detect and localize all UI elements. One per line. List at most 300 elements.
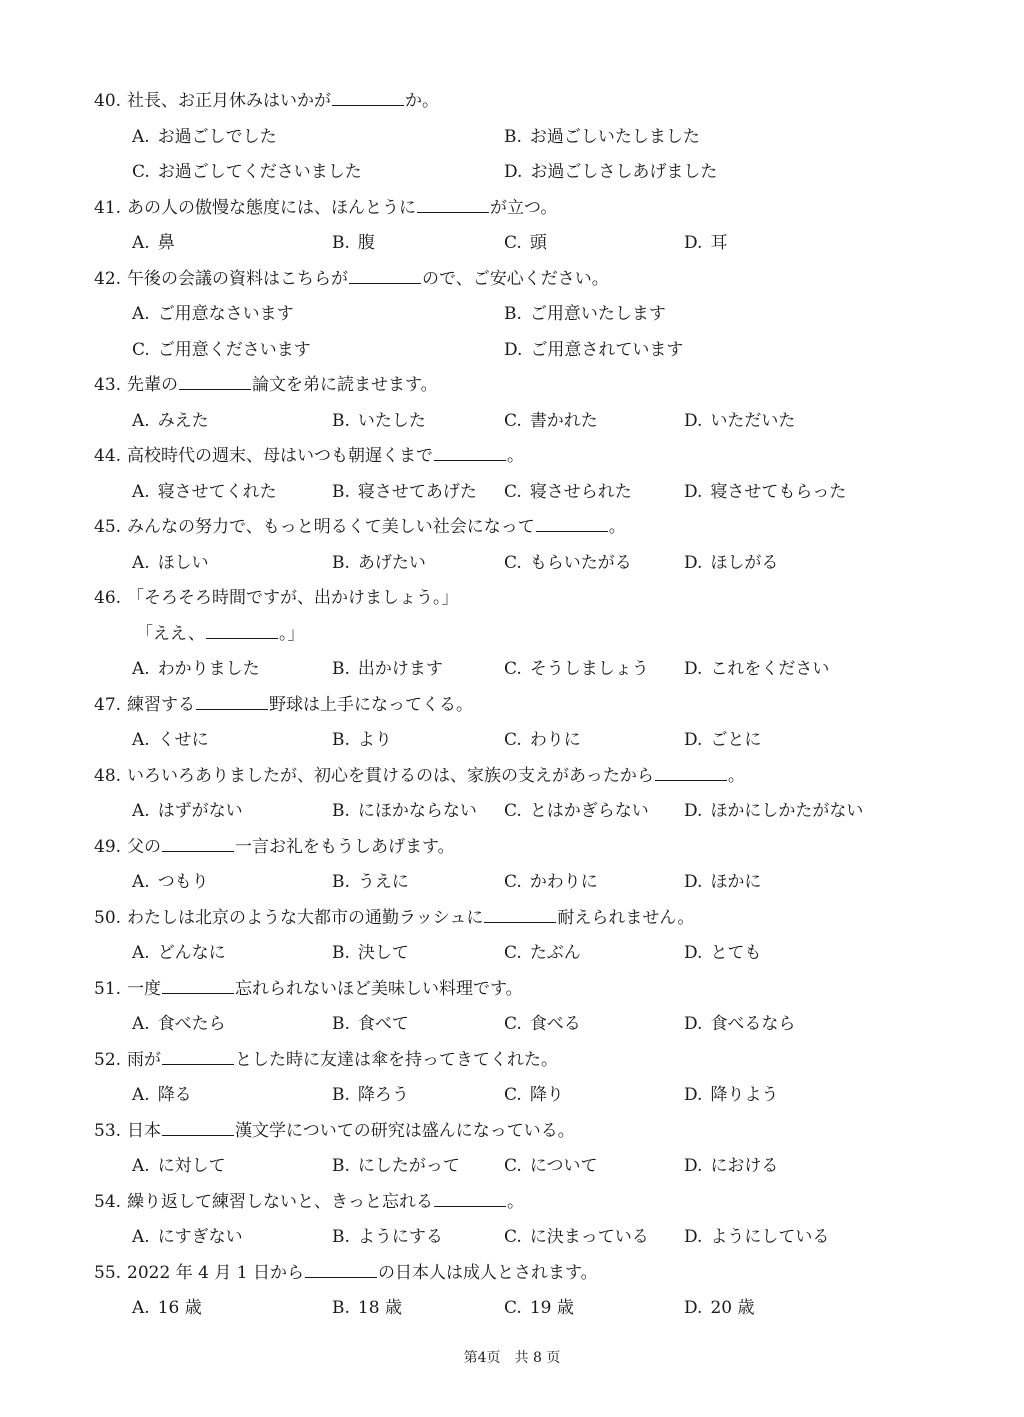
option-letter: C. [504,233,522,253]
option-text: 降り [529,1085,564,1105]
reply-text-after: 。」 [279,623,305,644]
question-stem [94,1114,974,1150]
option-letter: D. [504,162,523,182]
question-number: 51. [94,978,122,999]
answer-option [132,936,226,972]
question-text-before: いろいろありましたが、初心を貫けるのは、家族の支えがあったから [127,765,654,786]
question-text-before: 2022 年 4 月 1 日から [127,1262,304,1283]
option-letter: D. [684,1014,703,1034]
option-text: ほかにしかたがない [710,801,864,821]
option-letter: D. [684,1298,703,1318]
option-text: に対して [157,1156,226,1176]
answer-option [684,546,778,582]
option-letter: D. [684,410,703,431]
question-block [94,368,974,439]
options-row [94,936,974,972]
option-text: 出かけます [357,659,443,679]
answer-option [504,723,581,759]
question-stem [94,759,974,795]
option-letter: D. [684,1156,703,1176]
answer-option [504,404,598,440]
answer-option [132,155,362,191]
option-text: 寝させてくれた [157,481,277,502]
option-text: これをください [710,659,830,679]
question-text-after: の日本人は成人とされます。 [377,1262,598,1283]
option-text: に決まっている [529,1227,649,1247]
question-number: 52. [94,1049,122,1070]
question-text-after: ので、ご安心ください。 [422,268,609,289]
answer-option [332,475,477,511]
options-row [94,475,974,511]
question-number: 48. [94,765,122,786]
options-row [94,1291,974,1327]
answer-option [504,1149,597,1185]
option-letter: B. [332,943,350,963]
option-text: いたした [357,410,426,431]
question-text-before: あの人の傲慢な態度には、ほんとうに [127,197,417,218]
option-text: とても [710,943,762,963]
option-text: お過ごしてくださいました [157,162,362,182]
reply-text-before: 「ええ、 [136,623,206,644]
reply-text [136,617,305,653]
question-number: 40. [94,91,122,111]
question-block [94,830,974,901]
option-text: 19 歳 [529,1298,574,1318]
option-letter: C. [504,1156,522,1176]
option-letter: D. [504,339,523,360]
answer-blank [162,973,234,994]
question-text-before: 練習する [127,694,196,715]
option-letter: D. [684,659,703,679]
option-letter: C. [504,1298,522,1318]
option-text: にすぎない [157,1227,243,1247]
option-text: について [529,1156,598,1176]
option-text: そうしましょう [529,659,649,679]
option-text: かわりに [529,872,598,892]
option-letter: A. [132,1085,150,1105]
question-text-after: 論文を弟に読ませます。 [252,375,438,395]
question-text-before: 先輩の [127,375,179,395]
answer-option [684,1007,795,1043]
option-letter: A. [132,943,150,963]
option-text: にしたがって [357,1156,460,1176]
answer-option [132,297,294,333]
question-number: 53. [94,1120,122,1141]
options-row [94,865,974,901]
answer-blank [162,1115,234,1136]
question-text-after: 一言お礼をもうしあげます。 [235,836,455,857]
option-text: わかりました [157,659,260,679]
option-text: 16 歳 [157,1298,202,1318]
option-text: いただいた [710,410,796,431]
option-letter: B. [332,872,350,892]
answer-option [684,475,846,511]
option-text: つもり [157,872,209,892]
answer-option [132,1007,226,1043]
option-text: ようにしている [710,1227,830,1247]
answer-option [504,1291,574,1327]
answer-blank [332,85,404,106]
answer-blank [162,1044,234,1065]
option-letter: C. [504,943,522,963]
question-stem [94,368,974,404]
answer-option [684,404,795,440]
option-letter: D. [684,1085,703,1105]
question-stem [94,688,974,724]
question-text-after: 漢文学についての研究は盛んになっている。 [235,1120,575,1141]
option-text: 降りよう [710,1085,779,1105]
option-letter: A. [132,1014,150,1034]
answer-option [132,475,277,511]
question-block [94,688,974,759]
question-block [94,191,974,262]
question-stem [94,262,974,298]
answer-option [684,652,829,688]
question-reply-line [94,617,974,653]
option-text: どんなに [157,943,226,963]
answer-option [132,652,260,688]
option-text: ご用意くださいます [157,339,311,360]
question-number: 47. [94,694,122,715]
question-text-before: みんなの努力で、もっと明るくて美しい社会になって [127,517,535,537]
option-letter: C. [504,801,522,821]
option-text: ごとに [710,730,762,750]
answer-option [332,936,409,972]
answer-option [504,120,700,156]
question-number: 41. [94,197,122,218]
option-letter: A. [132,801,150,821]
answer-option [332,794,477,830]
option-letter: C. [132,162,150,182]
question-block [94,1256,974,1327]
question-text-after: 。 [727,765,745,786]
option-text: における [710,1156,779,1176]
question-stem [94,191,974,227]
options-row [94,333,974,369]
question-stem [94,972,974,1008]
option-letter: D. [684,233,703,253]
option-text: もらいたがる [529,552,632,573]
answer-option [684,1291,754,1327]
option-letter: B. [332,1014,350,1034]
options-row [94,1220,974,1256]
option-text: 頭 [529,233,547,253]
options-row [94,1149,974,1185]
option-letter: D. [684,943,703,963]
answer-option [504,333,683,369]
answer-option [504,936,581,972]
answer-blank [179,369,251,390]
question-number: 45. [94,517,122,537]
option-text: お過ごしいたしました [529,126,700,147]
answer-option [684,936,761,972]
option-letter: A. [132,1298,150,1318]
question-number: 50. [94,907,122,928]
question-text-after: とした時に友達は傘を持ってきてくれた。 [235,1049,559,1070]
option-letter: A. [132,481,150,502]
option-text: より [357,730,392,750]
option-letter: B. [332,801,350,821]
answer-option [684,226,727,262]
option-text: あげたい [357,552,426,573]
option-text: たぶん [529,943,581,963]
question-text-before: 高校時代の週末、母はいつも朝遅くまで [127,446,434,466]
answer-option [332,546,426,582]
answer-option [132,723,209,759]
option-letter: A. [132,1227,150,1247]
option-text: 寝させてあげた [357,481,477,502]
answer-blank [305,1257,377,1278]
answer-blank [484,902,556,923]
option-text: お過ごしさしあげました [530,162,718,182]
answer-option [332,1007,409,1043]
answer-option [332,404,426,440]
question-block [94,439,974,510]
option-text: お過ごしでした [157,126,277,147]
option-letter: B. [332,659,350,679]
answer-option [684,865,761,901]
answer-blank [536,511,608,532]
question-block [94,84,974,191]
answer-option [332,1149,460,1185]
option-letter: A. [132,552,150,573]
options-row [94,226,974,262]
option-letter: C. [504,1227,522,1247]
option-text: 鼻 [157,233,175,253]
option-letter: C. [504,730,522,750]
option-text: みえた [157,410,209,431]
answer-option [504,865,598,901]
option-letter: B. [332,233,350,253]
option-text: 18 歳 [357,1298,402,1318]
answer-option [132,1078,192,1114]
option-letter: D. [684,481,703,502]
question-stem [94,901,974,937]
option-letter: D. [684,872,703,892]
options-row [94,297,974,333]
option-text: 食べて [357,1014,409,1034]
options-row [94,723,974,759]
question-stem [94,581,974,617]
answer-option [504,297,666,333]
option-letter: C. [504,872,522,892]
answer-option [132,1220,243,1256]
answer-option [504,475,632,511]
option-letter: C. [504,659,522,679]
question-text-after: が立つ。 [490,197,558,218]
options-row [94,546,974,582]
option-text: 食べたら [157,1014,226,1034]
question-stem [94,1185,974,1221]
page-footer: 第4页 共 8 页 [463,1350,561,1366]
question-number: 46. [94,588,122,608]
answer-blank [196,689,268,710]
question-block [94,972,974,1043]
options-row [94,1007,974,1043]
option-text: ご用意されています [530,339,684,360]
option-letter: A. [132,730,150,750]
option-letter: B. [332,730,350,750]
option-letter: B. [332,1085,350,1105]
option-letter: A. [132,304,150,324]
question-stem [94,84,974,120]
answer-option [332,865,409,901]
option-letter: B. [332,481,350,502]
question-text-after: 野球は上手になってくる。 [269,694,474,715]
option-text: ご用意いたします [529,304,666,324]
option-text: ほかに [710,872,762,892]
answer-option [332,1078,409,1114]
answer-option [684,1220,829,1256]
option-letter: A. [132,1156,150,1176]
option-text: くせに [157,730,209,750]
question-block [94,759,974,830]
option-text: 耳 [710,233,728,253]
answer-option [504,1220,649,1256]
answer-option [684,794,863,830]
question-number: 49. [94,836,122,857]
option-text: 寝させられた [529,481,632,502]
question-text-before: 日本 [127,1120,162,1141]
option-letter: B. [332,1298,350,1318]
option-text: ようにする [357,1227,443,1247]
answer-blank [434,1186,506,1207]
question-text-before: 「そろそろ時間ですが、出かけましょう。」 [127,588,459,608]
option-text: 書かれた [529,410,598,431]
question-text-before: 繰り返して練習しないと、きっと忘れる [127,1191,434,1212]
options-row [94,155,974,191]
answer-option [504,546,632,582]
option-letter: B. [504,126,522,147]
option-letter: C. [504,410,522,431]
answer-option [504,1007,581,1043]
options-row [94,652,974,688]
answer-option [504,794,649,830]
option-letter: D. [684,1227,703,1247]
answer-option [504,1078,564,1114]
option-letter: C. [504,1014,522,1034]
option-text: 寝させてもらった [710,481,847,502]
answer-blank [434,440,506,461]
answer-option [332,723,392,759]
answer-option [684,1149,778,1185]
answer-option [132,226,175,262]
answer-option [132,333,311,369]
option-text: 降る [157,1085,192,1105]
option-letter: D. [684,730,703,750]
answer-blank [655,760,727,781]
question-text-before: わたしは北京のような大都市の通勤ラッシュに [127,907,484,928]
question-text-after: か。 [405,91,440,111]
option-letter: B. [332,1156,350,1176]
answer-option [132,546,209,582]
answer-option [504,155,717,191]
question-text-before: 一度 [127,978,162,999]
question-list [94,84,974,1327]
question-number: 54. [94,1191,122,1212]
option-letter: C. [132,339,150,360]
answer-blank [206,618,278,639]
option-letter: B. [332,552,350,573]
options-row [94,1078,974,1114]
question-block [94,581,974,688]
option-text: 腹 [357,233,375,253]
options-row [94,404,974,440]
question-number: 42. [94,268,122,289]
question-block [94,262,974,369]
options-row [94,120,974,156]
option-text: とはかぎらない [529,801,649,821]
question-stem [94,1043,974,1079]
question-stem [94,1256,974,1292]
question-block [94,1114,974,1185]
question-block [94,901,974,972]
option-text: にほかならない [357,801,477,821]
question-text-before: 社長、お正月休みはいかが [127,91,332,111]
option-text: ほしがる [710,552,779,573]
answer-option [332,1220,443,1256]
option-text: 20 歳 [710,1298,755,1318]
option-letter: D. [684,801,703,821]
option-text: うえに [357,872,409,892]
answer-option [684,1078,778,1114]
option-letter: B. [332,1227,350,1247]
answer-blank [349,263,421,284]
option-letter: C. [504,481,522,502]
option-letter: C. [504,552,522,573]
option-letter: A. [132,126,150,147]
options-row [94,794,974,830]
option-text: わりに [529,730,581,750]
option-text: ご用意なさいます [157,304,294,324]
answer-option [332,1291,402,1327]
option-text: 降ろう [357,1085,409,1105]
question-block [94,1185,974,1256]
answer-option [132,794,243,830]
question-text-after: 耐えられません。 [557,907,695,928]
option-letter: C. [504,1085,522,1105]
option-text: 食べる [529,1014,581,1034]
question-number: 44. [94,446,122,466]
question-number: 43. [94,375,122,395]
option-text: 決して [357,943,409,963]
answer-option [132,1149,226,1185]
answer-option [132,120,277,156]
question-stem [94,830,974,866]
question-text-before: 父の [127,836,162,857]
option-text: ほしい [157,552,209,573]
option-text: 食べるなら [710,1014,796,1034]
answer-option [132,1291,202,1327]
answer-blank [417,192,489,213]
option-letter: A. [132,233,150,253]
question-text-after: 。 [507,446,525,466]
answer-option [332,652,443,688]
question-stem [94,439,974,475]
question-text-after: 忘れられないほど美味しい料理です。 [235,978,523,999]
option-text: はずがない [157,801,243,821]
question-text-after: 。 [507,1191,525,1212]
option-letter: A. [132,872,150,892]
question-text-after: 。 [608,517,626,537]
answer-option [504,652,649,688]
question-block [94,1043,974,1114]
question-number: 55. [94,1262,122,1283]
option-letter: B. [504,304,522,324]
option-letter: A. [132,410,150,431]
answer-option [332,226,375,262]
option-letter: A. [132,659,150,679]
